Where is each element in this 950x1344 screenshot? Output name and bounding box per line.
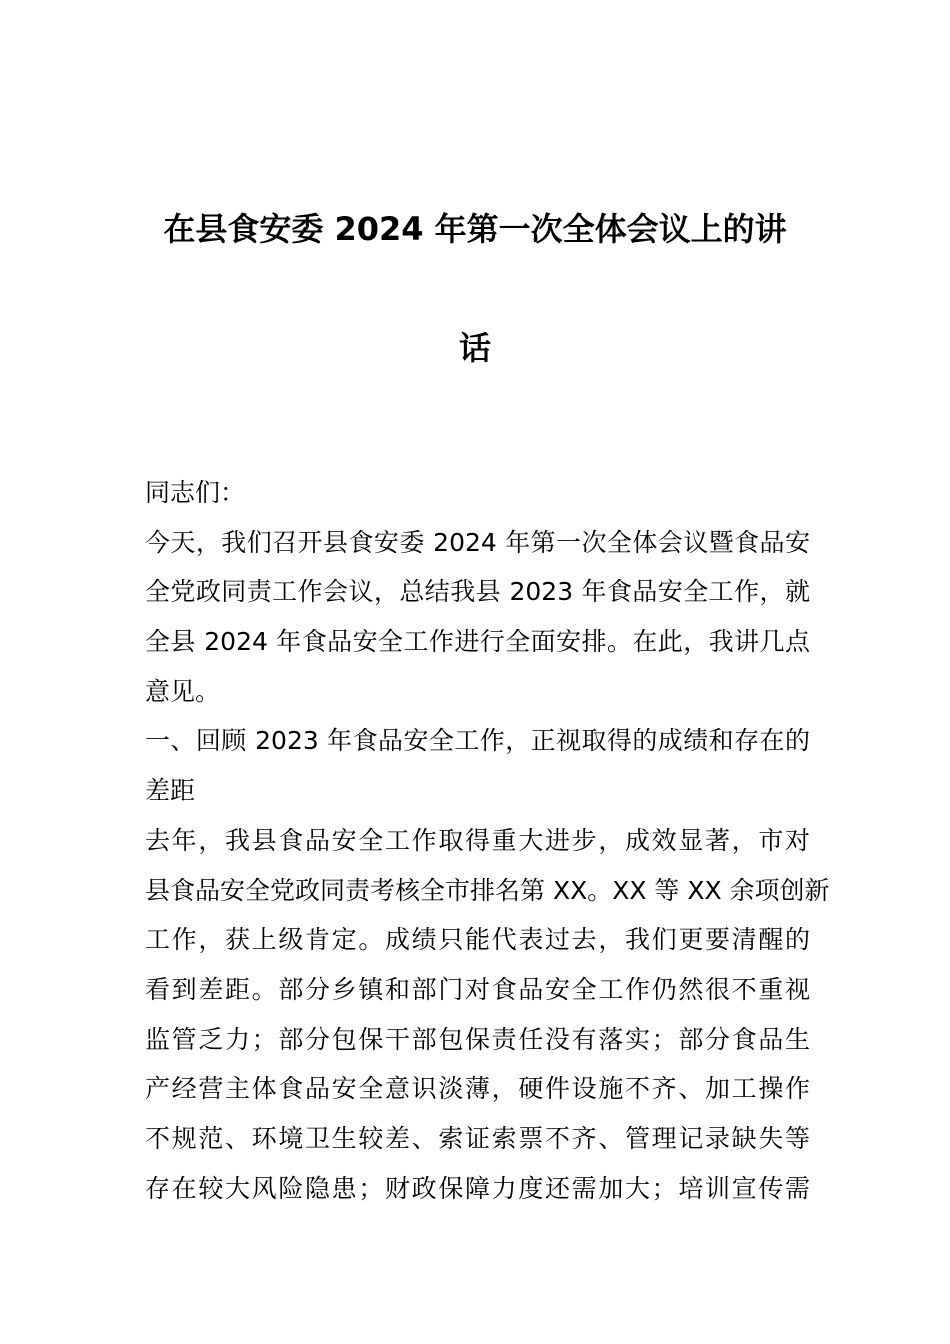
document-title-line-1: 在县食安委 2024 年第一次全体会议上的讲 xyxy=(163,210,787,248)
paragraph-line: 意见。 xyxy=(145,676,221,706)
document-body xyxy=(145,468,830,1213)
paragraph-line: 全县 2024 年食品安全工作进行全面安排。在此，我讲几点 xyxy=(145,627,810,657)
section-heading-line: 差距 xyxy=(145,776,196,806)
paragraph-line: 全党政同责工作会议，总结我县 2023 年食品安全工作，就 xyxy=(145,577,810,607)
paragraph-line: 去年，我县食品安全工作取得重大进步，成效显著，市对 xyxy=(145,825,810,855)
paragraph-line: 不规范、环境卫生较差、索证索票不齐、管理记录缺失等 xyxy=(145,1123,810,1153)
paragraph-line: 存在较大风险隐患；财政保障力度还需加大；培训宣传需 xyxy=(145,1173,810,1203)
salutation: 同志们： xyxy=(145,478,246,507)
paragraph-line: 看到差距。部分乡镇和部门对食品安全工作仍然很不重视 xyxy=(145,974,810,1004)
section-heading-line: 一、回顾 2023 年食品安全工作，正视取得的成绩和存在的 xyxy=(145,726,810,756)
paragraph-line: 今天，我们召开县食安委 2024 年第一次全体会议暨食品安 xyxy=(145,527,810,557)
paragraph-line: 县食品安全党政同责考核全市排名第 XX。XX 等 XX 余项创新 xyxy=(145,875,830,905)
document-title-line-2: 话 xyxy=(458,329,491,367)
paragraph-line: 工作，获上级肯定。成绩只能代表过去，我们更要清醒的 xyxy=(145,925,810,955)
paragraph-line: 产经营主体食品安全意识淡薄，硬件设施不齐、加工操作 xyxy=(145,1074,810,1104)
paragraph-line: 监管乏力；部分包保干部包保责任没有落实；部分食品生 xyxy=(145,1024,810,1054)
